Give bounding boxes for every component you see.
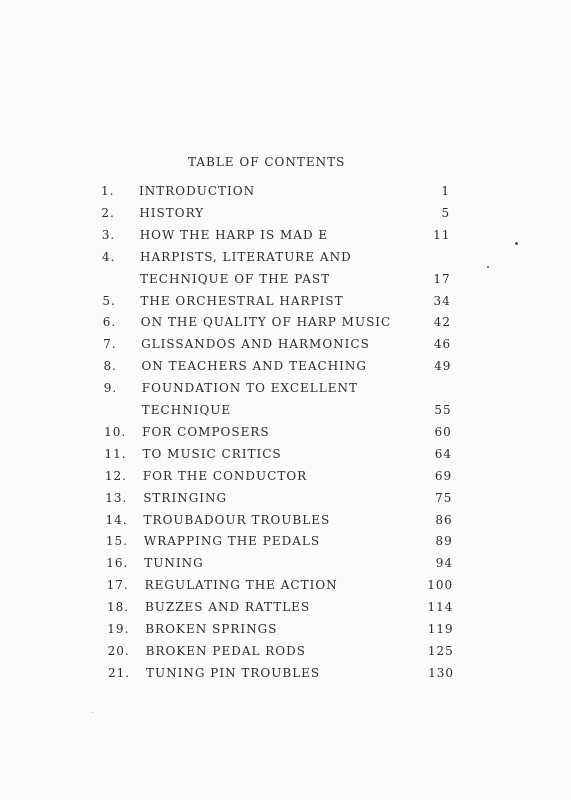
toc-entry-number: 14. xyxy=(105,512,128,527)
toc-entry-title: GLISSANDOS AND HARMONICS xyxy=(141,337,370,352)
toc-entry-line xyxy=(0,447,571,463)
toc-entry-title: TECHNIQUE OF THE PAST xyxy=(140,271,331,286)
toc-entry-title: FOR THE CONDUCTOR xyxy=(142,468,308,483)
toc-entry-number: 21. xyxy=(108,665,131,680)
toc-entry-line xyxy=(0,228,571,244)
toc-entry-page: 125 xyxy=(427,643,454,658)
toc-entry-page: 69 xyxy=(434,468,453,483)
toc-entry-title: HOW THE HARP IS MAD E xyxy=(139,227,329,242)
toc-entry-line xyxy=(0,184,571,200)
toc-entry-title: TROUBADOUR TROUBLES xyxy=(143,512,331,527)
toc-entry-line xyxy=(0,644,571,660)
toc-entry-line xyxy=(0,578,571,594)
toc-entry-line xyxy=(0,315,571,331)
toc-entry-page: 49 xyxy=(434,359,452,374)
toc-entry-number: 15. xyxy=(105,534,128,549)
toc-entry-number: 12. xyxy=(104,468,127,483)
toc-entry-number: 18. xyxy=(106,600,130,615)
toc-entry-number: 19. xyxy=(107,622,130,636)
toc-entry-title: TUNING PIN TROUBLES xyxy=(146,665,321,680)
toc-entry-page: 100 xyxy=(427,578,454,593)
toc-entry-page: 55 xyxy=(434,403,452,417)
toc-entry-page: 60 xyxy=(434,424,452,439)
scan-speck xyxy=(92,712,93,713)
toc-entry-line xyxy=(0,622,571,638)
toc-entry-title: THE ORCHESTRAL HARPIST xyxy=(140,293,344,308)
toc-entry-page: 114 xyxy=(427,600,454,615)
toc-entry-page: 1 xyxy=(441,184,450,198)
toc-entry-number: 7. xyxy=(103,337,117,352)
toc-entry-title: TO MUSIC CRITICS xyxy=(142,446,282,461)
toc-entry-line xyxy=(0,556,571,572)
toc-entry-page: 42 xyxy=(433,315,451,330)
toc-entry-line xyxy=(0,666,571,682)
toc-entry-number: 10. xyxy=(104,424,127,439)
toc-entry-title: BROKEN PEDAL RODS xyxy=(145,643,306,658)
toc-entry-number: 5. xyxy=(102,293,116,308)
toc-entry-number: 6. xyxy=(102,315,117,330)
toc-entry-line xyxy=(0,250,571,266)
page-title: TABLE OF CONTENTS xyxy=(188,155,346,169)
scan-speck xyxy=(515,242,518,245)
toc-entry-number: 3. xyxy=(101,227,116,242)
toc-entry-line xyxy=(0,513,571,529)
toc-entry-number: 17. xyxy=(106,578,129,593)
toc-entry-title: STRINGING xyxy=(143,490,228,505)
toc-entry-line xyxy=(0,206,571,222)
toc-entry-title: TECHNIQUE xyxy=(141,403,232,417)
toc-entry-title: INTRODUCTION xyxy=(139,184,256,198)
toc-entry-title: FOR COMPOSERS xyxy=(142,424,270,439)
toc-entry-page: 34 xyxy=(433,293,451,308)
toc-entry-title: HARPISTS, LITERATURE AND xyxy=(140,249,352,264)
toc-entry-number: 16. xyxy=(106,556,129,571)
toc-entry-page: 119 xyxy=(427,622,454,636)
toc-entry-title: TUNING xyxy=(144,556,204,571)
toc-entry-title: HISTORY xyxy=(139,205,205,220)
toc-entry-number: 1. xyxy=(101,184,115,198)
toc-entry-page: 46 xyxy=(433,337,452,352)
toc-entry-line xyxy=(0,294,571,310)
toc-entry-title: WRAPPING THE PEDALS xyxy=(143,534,321,549)
toc-entry-number: 13. xyxy=(105,490,128,505)
toc-entry-page: 89 xyxy=(435,534,453,549)
toc-entry-page: 86 xyxy=(435,512,453,527)
toc-entry-line xyxy=(0,359,571,375)
toc-entry-line xyxy=(0,381,571,397)
toc-entry-title: ON THE QUALITY OF HARP MUSIC xyxy=(140,315,392,330)
toc-entry-line xyxy=(0,337,571,353)
toc-entry-page: 17 xyxy=(433,271,451,286)
toc-entry-number: 11. xyxy=(104,446,127,461)
toc-entry-title: FOUNDATION TO EXCELLENT xyxy=(141,381,358,396)
toc-entry-line xyxy=(0,272,571,288)
toc-entry-line xyxy=(0,600,571,616)
toc-entry-title: BUZZES AND RATTLES xyxy=(144,600,311,615)
toc-entry-page: 94 xyxy=(435,556,453,571)
toc-entry-line xyxy=(0,491,571,507)
toc-entry-page: 11 xyxy=(433,227,451,242)
scan-speck xyxy=(487,266,489,268)
toc-entry-page: 64 xyxy=(434,446,452,461)
toc-entry-number: 8. xyxy=(103,359,117,374)
toc-entry-line xyxy=(0,534,571,550)
toc-entry-page: 5 xyxy=(441,205,451,220)
toc-entry-title: REGULATING THE ACTION xyxy=(144,578,338,593)
toc-entry-number: 2. xyxy=(101,205,115,220)
toc-entry-line xyxy=(0,403,571,419)
toc-entry-number: 4. xyxy=(102,249,116,264)
toc-entry-number: 20. xyxy=(107,643,130,658)
toc-entry-line xyxy=(0,469,571,485)
toc-entry-page: 130 xyxy=(428,665,454,680)
toc-entry-number: 9. xyxy=(103,381,118,396)
toc-entry-line xyxy=(0,425,571,441)
toc-entry-page: 75 xyxy=(435,490,453,505)
toc-entry-title: ON TEACHERS AND TEACHING xyxy=(141,359,367,374)
toc-entry-title: BROKEN SPRINGS xyxy=(145,622,278,636)
